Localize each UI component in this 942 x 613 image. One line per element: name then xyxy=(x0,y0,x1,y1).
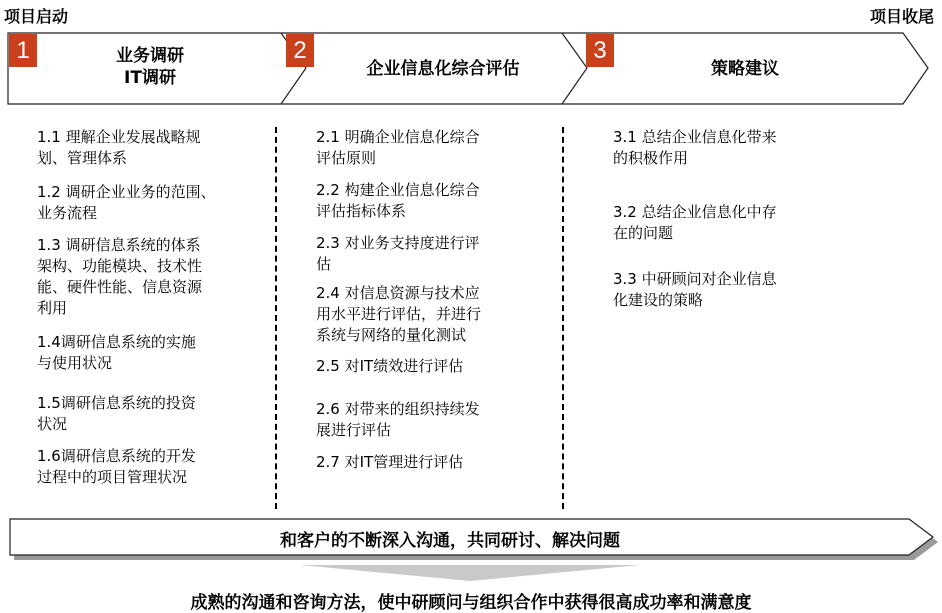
phase-2-item-1 xyxy=(316,127,556,169)
phase-1-item-1-line2: 划、管理体系 xyxy=(37,149,128,167)
phase-1-item-2-line1: 1.2 调研企业业务的范围、 xyxy=(37,183,216,201)
phase-2-item-6-line2: 展进行评估 xyxy=(316,421,392,439)
phase-2-item-1-line2: 评估原则 xyxy=(316,149,377,167)
phase-1-item-3-line2: 架构、功能模块、技术性 xyxy=(37,257,203,275)
phase-2-item-6-line1: 2.6 对带来的组织持续发 xyxy=(316,400,480,418)
phase-1-items xyxy=(37,127,269,488)
phase-1-item-2 xyxy=(37,182,269,224)
phase-1-item-6-line1: 1.6调研信息系统的开发 xyxy=(37,447,196,465)
phase-1-item-3-line3: 能、硬件性能、信息资源 xyxy=(37,278,203,296)
phase-1-item-6 xyxy=(37,446,269,488)
phase-1-item-4-line2: 与使用状况 xyxy=(37,354,113,372)
phase-3-number-badge: 3 xyxy=(586,34,614,67)
phase-1-item-1 xyxy=(37,127,269,169)
down-arrow xyxy=(300,565,640,581)
phase-2-items xyxy=(316,127,556,473)
phase-2-item-5 xyxy=(316,356,556,377)
project-end-label: 项目收尾 xyxy=(869,7,934,26)
project-start-label: 项目启动 xyxy=(4,7,69,26)
phase-3-title: 策略建议 xyxy=(711,59,779,79)
phase-2-item-2-line2: 评估指标体系 xyxy=(316,202,407,220)
phase-1-item-2-line2: 业务流程 xyxy=(37,204,98,222)
phase-1-item-5 xyxy=(37,393,269,435)
phase-2-item-4 xyxy=(316,283,556,346)
phase-1-item-3-line1: 1.3 调研信息系统的体系 xyxy=(37,236,201,254)
phase-3-item-1 xyxy=(613,127,853,169)
phase-1-item-3-line4: 利用 xyxy=(37,299,68,317)
phase-2-item-2-line1: 2.2 构建企业信息化综合 xyxy=(316,181,480,199)
phase-2-title: 企业信息化综合评估 xyxy=(366,59,520,79)
phase-3-item-2-line1: 3.2 总结企业信息化中存 xyxy=(613,203,777,221)
column-divider-2 xyxy=(562,127,564,509)
phase-3-item-3 xyxy=(613,269,853,311)
phase-1-number-badge: 1 xyxy=(9,34,37,67)
phase-3-item-2-line2: 在的问题 xyxy=(613,224,674,242)
phase-2-item-1-line1: 2.1 明确企业信息化综合 xyxy=(316,128,480,146)
column-divider-1 xyxy=(275,127,277,509)
phase-2-item-7-line1: 2.7 对IT管理进行评估 xyxy=(316,453,464,471)
phase-1-item-5-line2: 状况 xyxy=(37,415,68,433)
communication-band-text: 和客户的不断深入沟通，共同研讨、解决问题 xyxy=(280,531,620,551)
phase-3-item-3-line2: 化建设的策略 xyxy=(613,291,704,309)
phase-1-item-5-line1: 1.5调研信息系统的投资 xyxy=(37,394,196,412)
phase-2-item-4-line3: 系统与网络的量化测试 xyxy=(316,326,467,344)
phase-1-item-1-line1: 1.1 理解企业发展战略规 xyxy=(37,128,201,146)
phase-3-item-1-line1: 3.1 总结企业信息化带来 xyxy=(613,128,777,146)
phase-3-item-1-line2: 的积极作用 xyxy=(613,149,689,167)
phase-2-item-7 xyxy=(316,452,556,473)
phase-1-title xyxy=(60,45,240,89)
phase-2-number-badge: 2 xyxy=(286,34,314,67)
phase-1-item-4-line1: 1.4调研信息系统的实施 xyxy=(37,333,196,351)
phase-3-item-3-line1: 3.3 中研顾问对企业信息 xyxy=(613,270,777,288)
phase-2-item-2 xyxy=(316,180,556,222)
phase-2-item-3-line2: 估 xyxy=(316,255,332,273)
phase-2-item-6 xyxy=(316,399,556,441)
phase-2-item-3-line1: 2.3 对业务支持度进行评 xyxy=(316,234,480,252)
phase-1-item-4 xyxy=(37,332,269,374)
phase-2-item-5-line1: 2.5 对IT绩效进行评估 xyxy=(316,357,464,375)
phase-3-items xyxy=(613,127,853,311)
phase-2-item-4-line2: 用水平进行评估，并进行 xyxy=(316,305,482,323)
phase-2-item-4-line1: 2.4 对信息资源与技术应 xyxy=(316,284,480,302)
phase-2-item-3 xyxy=(316,233,556,275)
phase-1-title-line2: IT调研 xyxy=(124,68,176,88)
phase-1-item-6-line2: 过程中的项目管理状况 xyxy=(37,468,188,486)
conclusion-text: 成熟的沟通和咨询方法，使中研顾问与组织合作中获得很高成功率和满意度 xyxy=(190,593,752,613)
phase-3-item-2 xyxy=(613,202,853,244)
phase-1-title-line1: 业务调研 xyxy=(116,46,184,66)
phase-1-item-3 xyxy=(37,235,269,319)
